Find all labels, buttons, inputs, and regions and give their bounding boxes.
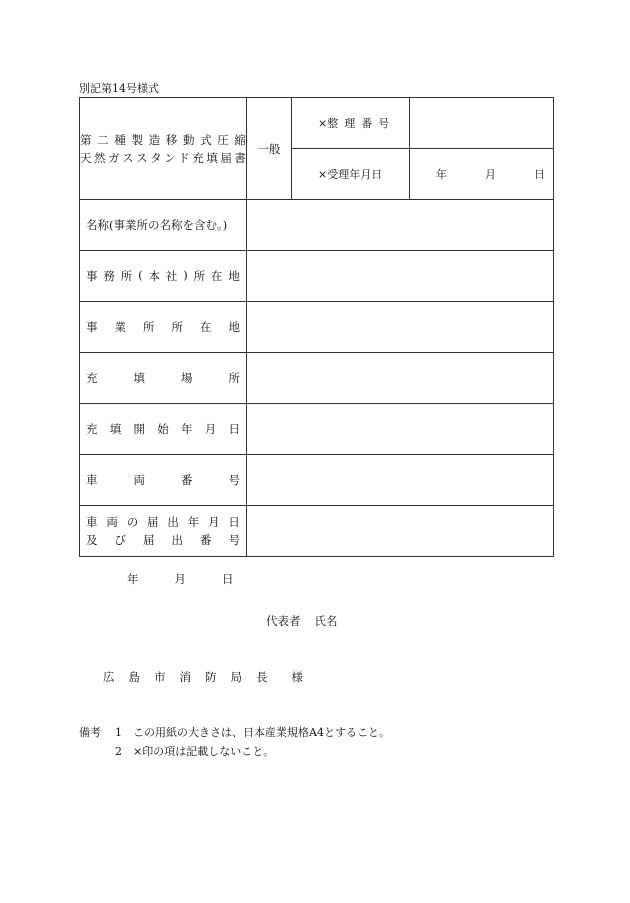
label-char: 社 xyxy=(165,269,178,283)
label-char: 及 xyxy=(86,533,98,547)
notification-form-table xyxy=(79,97,554,557)
label-char: 場 xyxy=(181,371,193,385)
label-char: 月 xyxy=(208,515,220,529)
label-char: 両 xyxy=(106,515,118,529)
received-date-field[interactable] xyxy=(410,149,554,200)
label-char: 地 xyxy=(228,320,240,334)
addressee-char: 局 xyxy=(230,670,242,684)
title-char: 填 xyxy=(206,150,218,165)
notes-label: 備考 xyxy=(79,726,101,739)
title-char: ン xyxy=(164,150,176,165)
label-char: 所 xyxy=(143,320,155,334)
title-char: 製 xyxy=(131,132,143,147)
label-char: 出 xyxy=(167,515,179,529)
note-number: 2 xyxy=(115,745,122,758)
title-char: 縮 xyxy=(234,132,246,147)
label-char: 始 xyxy=(157,422,169,436)
notes xyxy=(79,723,390,761)
title-char: 動 xyxy=(182,132,195,147)
title-char: 造 xyxy=(148,132,161,147)
representative-line xyxy=(266,613,338,629)
row-label-vehicle-notification xyxy=(80,506,247,557)
label-char: 所 xyxy=(228,371,240,385)
label-char: 号 xyxy=(228,473,240,487)
honorific: 様 xyxy=(291,670,303,684)
ref-label-char: 号 xyxy=(378,117,390,130)
label-char: 年 xyxy=(181,422,193,436)
row-field-filling-place[interactable] xyxy=(247,353,554,404)
label-char: 開 xyxy=(133,422,145,436)
month-unit: 月 xyxy=(485,168,496,181)
label-char: 填 xyxy=(133,371,145,385)
note-text: ×印の項は記載しないこと。 xyxy=(133,745,275,758)
note-text: この用紙の大きさは、日本産業規格A4とすること。 xyxy=(133,726,390,739)
row-field-head-office[interactable] xyxy=(247,251,554,302)
label-char: 事 xyxy=(86,269,98,283)
date-month: 月 xyxy=(174,572,186,586)
title-char: ス xyxy=(136,150,148,165)
form-number: 別記第14号様式 xyxy=(79,82,159,95)
form-title xyxy=(80,98,247,200)
title-char: 届 xyxy=(220,150,232,165)
form-title-line-1 xyxy=(80,131,246,149)
title-char: 種 xyxy=(114,132,126,147)
label-char: 号 xyxy=(228,533,240,547)
addressee-char: 長 xyxy=(256,670,268,684)
submission-date xyxy=(127,571,234,587)
label-char: 出 xyxy=(171,533,183,547)
label-char: 番 xyxy=(200,533,212,547)
label-char: 充 xyxy=(86,371,98,385)
day-unit: 日 xyxy=(534,168,545,181)
name-label: 氏名 xyxy=(314,614,338,628)
label-char: 所 xyxy=(171,320,183,334)
row-field-vehicle-number[interactable] xyxy=(247,455,554,506)
ref-number-label xyxy=(292,98,410,149)
label-char: 届 xyxy=(143,533,155,547)
title-char: タ xyxy=(150,150,162,165)
title-char: 書 xyxy=(234,150,246,165)
title-char: 二 xyxy=(97,132,109,147)
label-char: 日 xyxy=(228,422,240,436)
addressee-char: 市 xyxy=(154,670,166,684)
label-char: 在 xyxy=(211,269,223,283)
title-char: 天 xyxy=(80,150,92,165)
title-char: 圧 xyxy=(217,132,229,147)
label-char: 車 xyxy=(86,515,98,529)
label-char: 所 xyxy=(120,269,133,283)
label-char: ( xyxy=(138,268,143,282)
title-char: 充 xyxy=(192,150,204,165)
addressee xyxy=(103,669,303,685)
representative-label: 代表者 xyxy=(266,614,301,628)
label-char: 本 xyxy=(148,269,160,283)
date-year: 年 xyxy=(127,572,139,586)
ref-label-char: 番 xyxy=(361,117,373,130)
row-label-name: 名称(事業所の名称を含む。) xyxy=(80,200,247,251)
label-char: 月 xyxy=(204,422,217,436)
year-unit: 年 xyxy=(436,168,447,181)
label-char: 両 xyxy=(133,473,145,487)
label-char: 届 xyxy=(147,515,159,529)
label-char: び xyxy=(114,533,126,547)
label-char: 務 xyxy=(103,269,115,283)
title-char: ド xyxy=(178,150,190,165)
title-char: ガ xyxy=(108,150,120,165)
title-char: 第 xyxy=(80,132,92,147)
row-label-vehicle-number xyxy=(80,455,247,506)
ref-number-field[interactable] xyxy=(410,98,554,149)
label-char: 事 xyxy=(86,320,98,334)
label-char: 填 xyxy=(109,422,122,436)
row-label-filling-start-date xyxy=(80,404,247,455)
label-char: 車 xyxy=(86,473,98,487)
label-char: 在 xyxy=(200,320,212,334)
addressee-char: 島 xyxy=(128,670,140,684)
ref-label-char: ×整 xyxy=(318,117,339,130)
label-char: 業 xyxy=(114,320,126,334)
label-char: 年 xyxy=(187,515,200,529)
title-char: 然 xyxy=(94,150,106,165)
label-char: 番 xyxy=(181,473,193,487)
date-day: 日 xyxy=(222,572,234,586)
label-char: 充 xyxy=(86,422,98,436)
kind-cell: 一般 xyxy=(247,98,292,200)
row-field-name[interactable] xyxy=(247,200,554,251)
title-char: ス xyxy=(122,150,134,165)
addressee-char: 防 xyxy=(205,670,217,684)
label-char: 所 xyxy=(193,269,206,283)
row-field-filling-start-date[interactable] xyxy=(247,404,554,455)
form-title-line-2 xyxy=(80,149,246,167)
label-char: の xyxy=(126,515,139,529)
addressee-char: 広 xyxy=(103,670,115,684)
ref-label-char: 理 xyxy=(344,117,356,130)
title-char: 移 xyxy=(165,132,178,147)
row-label-head-office xyxy=(80,251,247,302)
row-label-filling-place xyxy=(80,353,247,404)
label-char: ) xyxy=(183,268,188,282)
addressee-char: 消 xyxy=(179,670,191,684)
row-field-office-location[interactable] xyxy=(247,302,554,353)
label-char: 日 xyxy=(228,515,240,529)
row-label-office-location xyxy=(80,302,247,353)
received-date-label: ×受理年月日 xyxy=(292,149,410,200)
label-char: 地 xyxy=(228,269,240,283)
title-char: 式 xyxy=(200,132,212,147)
note-number: 1 xyxy=(115,726,122,739)
row-field-vehicle-notification[interactable] xyxy=(247,506,554,557)
